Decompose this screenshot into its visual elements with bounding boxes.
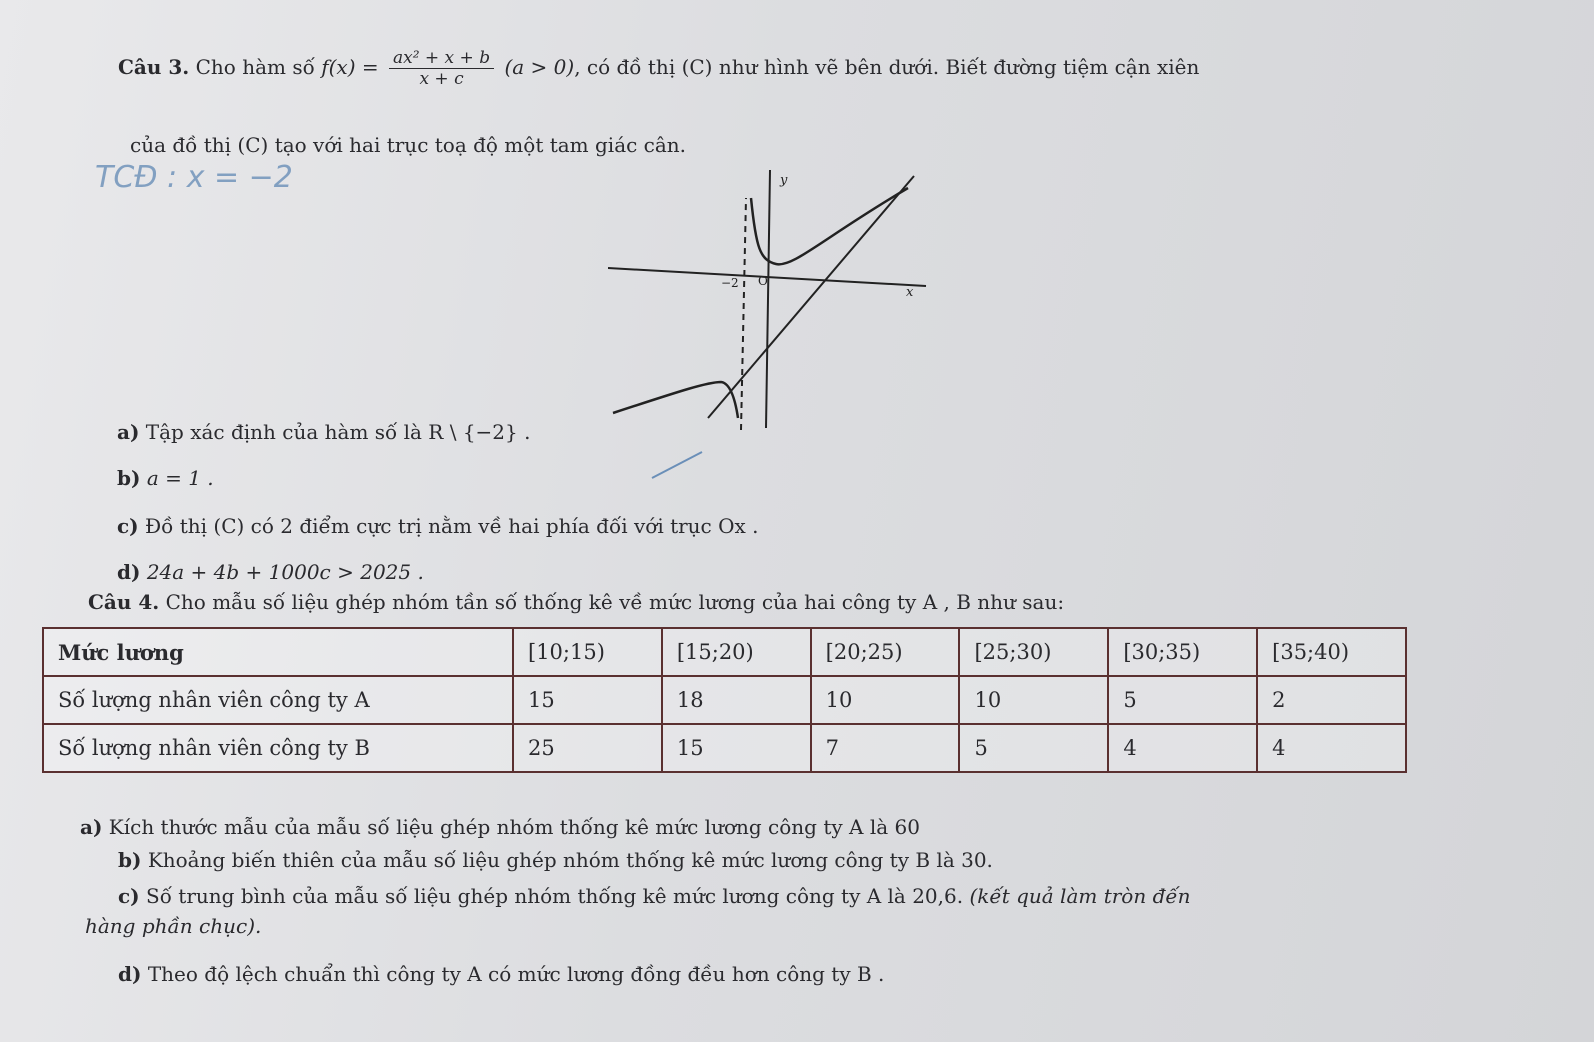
origin-label: O xyxy=(758,274,768,288)
q3-option-c xyxy=(117,514,759,538)
q4-intro: Cho mẫu số liệu ghép nhóm tần số thống kê về mức lương của hai công ty A , B như sau: xyxy=(165,590,1065,614)
function-lhs: f(x) = xyxy=(321,55,379,79)
q4-statement xyxy=(88,590,1064,614)
option-letter: a) xyxy=(80,815,103,839)
q4-option-c xyxy=(118,884,1191,908)
curve-left-branch xyxy=(613,382,738,418)
q3-intro-rest: , có đồ thị (C) như hình vẽ bên dưới. Biết đường tiệm cận xiên xyxy=(574,55,1200,79)
function-condition: (a > 0) xyxy=(504,55,575,79)
fraction-numerator: ax² + x + b xyxy=(389,48,494,69)
check-mark-icon xyxy=(650,450,710,480)
interval-cell: [10;15) xyxy=(513,628,662,676)
value-cell: 25 xyxy=(513,724,662,772)
curve-right-branch xyxy=(751,188,908,264)
value-cell: 2 xyxy=(1257,676,1406,724)
y-axis-label: y xyxy=(780,173,788,188)
value-cell: 4 xyxy=(1257,724,1406,772)
value-cell: 10 xyxy=(811,676,960,724)
value-cell: 5 xyxy=(959,724,1108,772)
option-text: a = 1 . xyxy=(146,466,214,490)
option-text: Đồ thị (C) có 2 điểm cực trị nằm về hai phía đối với trục Ox . xyxy=(145,514,759,538)
q4-title: Câu 4. xyxy=(88,590,160,614)
option-text: Kích thước mẫu của mẫu số liệu ghép nhóm thống kê mức lương công ty A là 60 xyxy=(108,815,920,839)
option-text: 24a + 4b + 1000c > 2025 . xyxy=(146,560,424,584)
value-cell: 15 xyxy=(513,676,662,724)
q4-option-b xyxy=(118,848,993,872)
q4-option-a xyxy=(80,815,920,839)
value-cell: 4 xyxy=(1108,724,1257,772)
value-cell: 15 xyxy=(662,724,811,772)
option-text: Số trung bình của mẫu số liệu ghép nhóm thống kê mức lương công ty A là 20,6. xyxy=(146,884,964,908)
fraction-denominator: x + c xyxy=(419,69,464,89)
y-axis xyxy=(766,170,770,428)
row-label: Số lượng nhân viên công ty A xyxy=(43,676,513,724)
option-letter: b) xyxy=(118,848,142,872)
q3-intro: Cho hàm số xyxy=(195,55,315,79)
function-fraction xyxy=(389,48,494,89)
minus-two-label: −2 xyxy=(721,276,739,290)
table-row xyxy=(43,676,1406,724)
row-label: Số lượng nhân viên công ty B xyxy=(43,724,513,772)
option-text: Theo độ lệch chuẩn thì công ty A có mức lương đồng đều hơn công ty B . xyxy=(147,962,885,986)
interval-cell: [15;20) xyxy=(662,628,811,676)
header-label: Mức lương xyxy=(43,628,513,676)
q3-option-d xyxy=(117,560,424,584)
interval-cell: [35;40) xyxy=(1257,628,1406,676)
interval-cell: [25;30) xyxy=(959,628,1108,676)
option-text: Khoảng biến thiên của mẫu số liệu ghép nhóm thống kê mức lương công ty B là 30. xyxy=(147,848,993,872)
option-letter: a) xyxy=(117,420,140,444)
x-axis-label: x xyxy=(906,285,914,300)
salary-frequency-table xyxy=(42,627,1407,773)
q4-option-c-note-cont: hàng phần chục). xyxy=(85,914,262,938)
table-row xyxy=(43,724,1406,772)
function-graph xyxy=(608,168,928,433)
value-cell: 7 xyxy=(811,724,960,772)
option-letter: b) xyxy=(117,466,141,490)
value-cell: 5 xyxy=(1108,676,1257,724)
option-letter: d) xyxy=(117,560,141,584)
q3-option-b xyxy=(117,466,214,490)
q3-statement-line1 xyxy=(118,48,1199,89)
q3-statement-line2: của đồ thị (C) tạo với hai trục toạ độ một tam giác cân. xyxy=(130,133,687,157)
value-cell: 10 xyxy=(959,676,1108,724)
interval-cell: [30;35) xyxy=(1108,628,1257,676)
option-note: (kết quả làm tròn đến xyxy=(969,884,1191,908)
oblique-asymptote xyxy=(708,176,914,418)
handwritten-note: TCĐ : x = −2 xyxy=(95,160,293,195)
value-cell: 18 xyxy=(662,676,811,724)
q3-title: Câu 3. xyxy=(118,55,190,79)
option-text: Tập xác định của hàm số là R \ {−2} . xyxy=(145,420,531,444)
option-letter: c) xyxy=(117,514,139,538)
option-letter: c) xyxy=(118,884,140,908)
option-letter: d) xyxy=(118,962,142,986)
q3-option-a xyxy=(117,420,530,444)
vertical-asymptote xyxy=(741,198,746,430)
table-header-row xyxy=(43,628,1406,676)
interval-cell: [20;25) xyxy=(811,628,960,676)
q4-option-d xyxy=(118,962,884,986)
